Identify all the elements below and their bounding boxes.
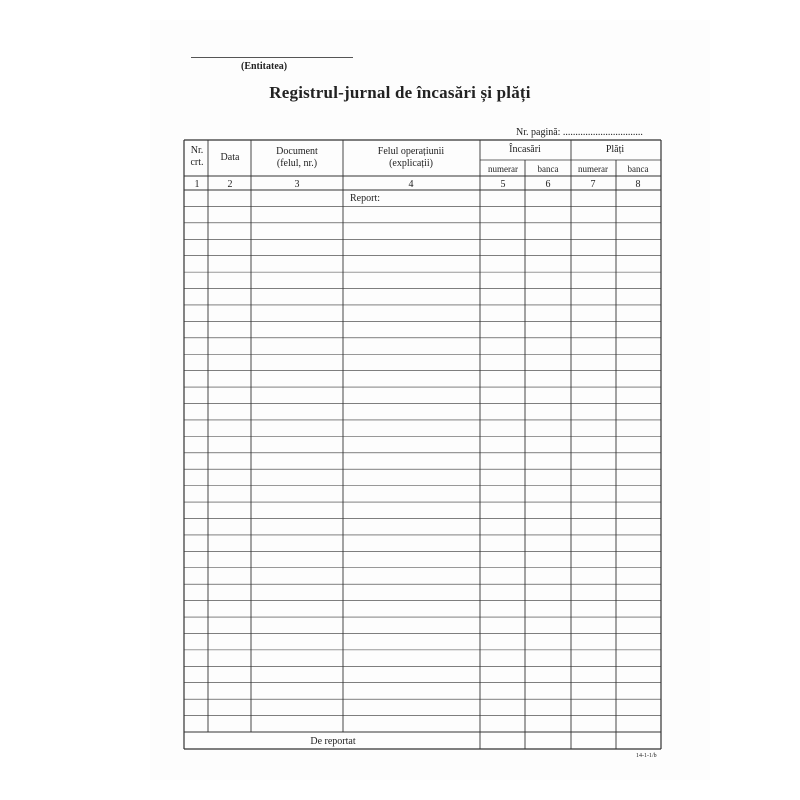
page-number-field: Nr. pagină: ................................ xyxy=(516,127,643,138)
table-header xyxy=(190,143,648,174)
col-number-5: 5 xyxy=(500,179,506,190)
col-date-label: Data xyxy=(220,152,240,163)
col-number-1: 1 xyxy=(194,179,200,190)
page-title: Registrul-jurnal de încasări și plăți xyxy=(269,83,531,102)
col-document-label-1: Document xyxy=(276,146,318,157)
entity-label: (Entitatea) xyxy=(241,61,288,72)
table-grid xyxy=(184,140,661,749)
payments-cash-label: numerar xyxy=(578,164,608,174)
col-payments-label: Plăți xyxy=(605,144,625,155)
report-label: Report: xyxy=(350,193,380,204)
column-number-row xyxy=(195,179,641,190)
col-operation-label-2: (explicații) xyxy=(389,158,433,169)
col-nr-label-2: crt. xyxy=(190,157,204,168)
form-code: 14-1-1/b xyxy=(636,753,657,759)
col-number-3: 3 xyxy=(294,179,300,190)
col-nr-label-1: Nr. xyxy=(190,145,204,156)
col-receipts-label: Încasări xyxy=(509,144,541,155)
col-number-8: 8 xyxy=(635,179,641,190)
receipts-bank-label: banca xyxy=(537,164,559,174)
col-operation-label-1: Felul operațiunii xyxy=(377,146,445,157)
receipts-cash-label: numerar xyxy=(488,164,518,174)
col-number-4: 4 xyxy=(408,179,414,190)
col-number-2: 2 xyxy=(227,179,233,190)
payments-bank-label: banca xyxy=(627,164,649,174)
col-document-label-2: (felul, nr.) xyxy=(276,158,318,169)
col-number-6: 6 xyxy=(545,179,551,190)
col-number-7: 7 xyxy=(590,179,596,190)
carry-forward-label: De reportat xyxy=(310,736,356,747)
